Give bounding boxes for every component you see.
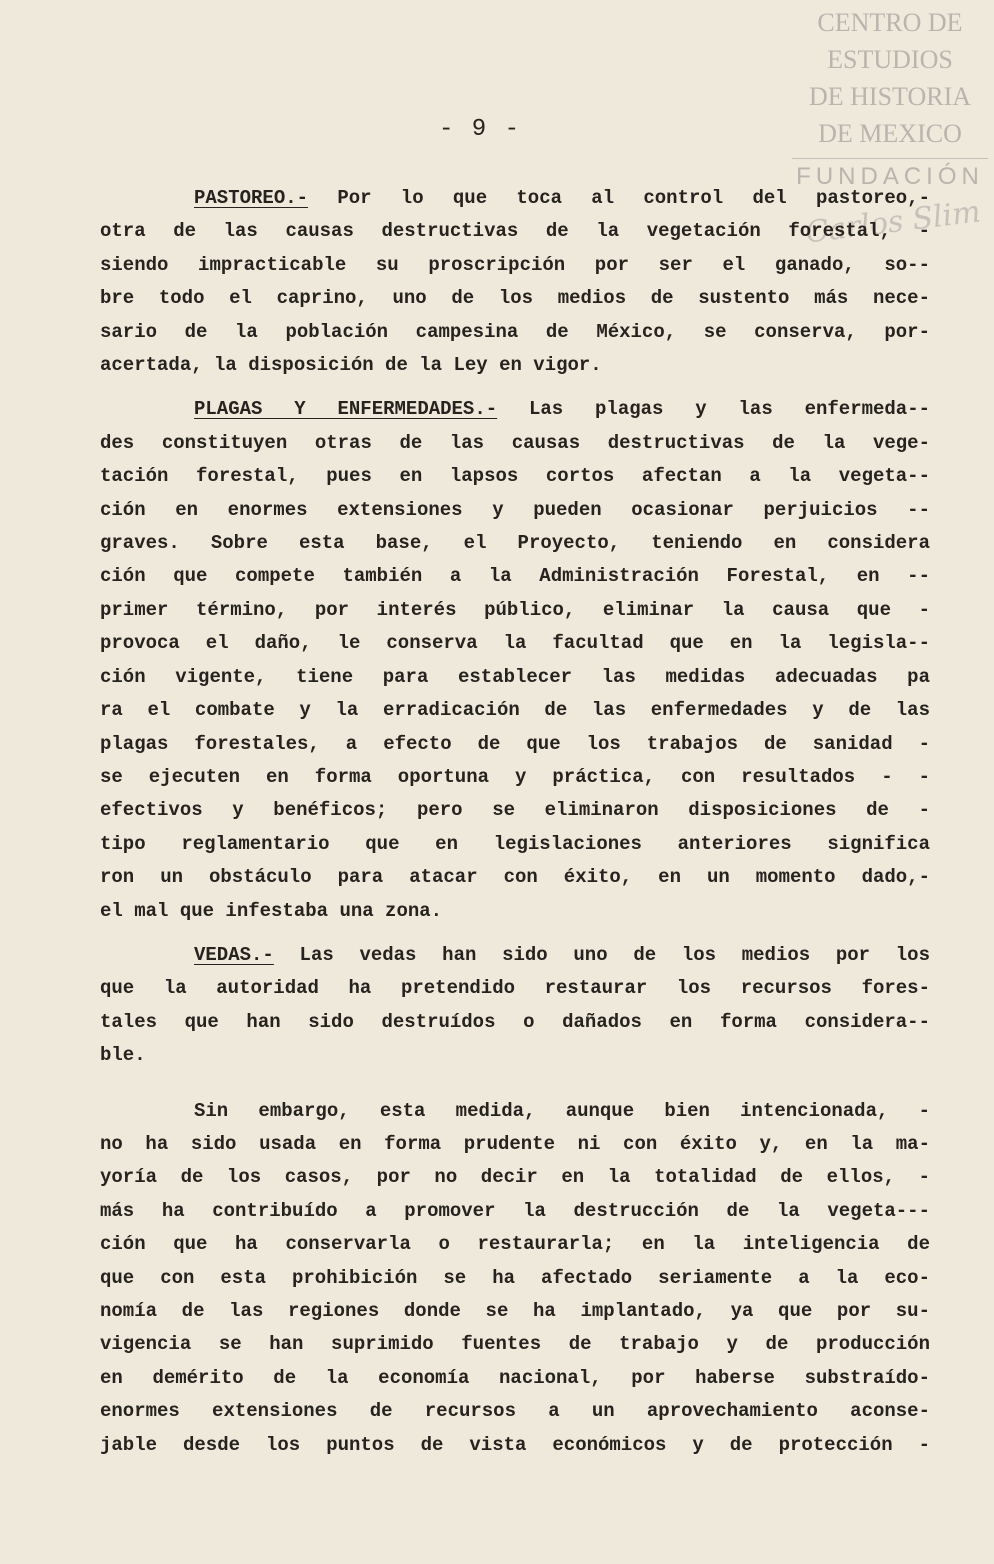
- text-line: provoca el daño, le conserva la facultad que en la legisla--: [100, 632, 930, 655]
- text-line: ra el combate y la erradicación de las enfermedades y de las: [100, 699, 930, 722]
- section-heading: PASTOREO.-: [194, 187, 309, 209]
- text-line: ble.: [100, 1044, 146, 1067]
- watermark-line: DE MEXICO: [818, 119, 962, 148]
- text-line: ción en enormes extensiones y pueden ocasionar perjuicios --: [100, 498, 930, 521]
- text-line: siendo impracticable su proscripción por ser el ganado, so--: [100, 253, 930, 276]
- text-line: tipo reglamentario que en legislaciones anteriores significa: [100, 832, 930, 855]
- watermark-signature: Carlos Slim: [803, 194, 983, 251]
- text-line: nomía de las regiones donde se ha implantado, ya que por su-: [100, 1300, 930, 1322]
- page-number: - 9 -: [438, 116, 521, 143]
- text-line: yoría de los casos, por no decir en la totalidad de ellos, -: [100, 1166, 930, 1189]
- paragraph-vedas: [100, 939, 930, 1073]
- text-line: acertada, la disposición de la Ley en vigor.: [100, 354, 602, 377]
- text-line: que con esta prohibición se ha afectado seriamente a la eco-: [100, 1266, 930, 1289]
- watermark-line: DE HISTORIA: [808, 82, 972, 111]
- text-line: primer término, por interés público, eliminar la causa que -: [100, 598, 930, 621]
- text-line: efectivos y benéficos; pero se eliminaron disposiciones de -: [100, 799, 930, 822]
- text-line: bre todo el caprino, uno de los medios de sustento más nece-: [100, 287, 930, 310]
- text-line: PLAGAS Y ENFERMEDADES.- Las plagas y las enfermeda--: [194, 398, 931, 421]
- archive-watermark: [790, 4, 990, 191]
- text-line: graves. Sobre esta base, el Proyecto, teniendo en considera: [100, 532, 930, 555]
- text-line: plagas forestales, a efecto de que los trabajos de sanidad -: [100, 732, 930, 755]
- text-line: tación forestal, pues en lapsos cortos afectan a la vegeta--: [100, 465, 930, 488]
- section-heading: VEDAS.-: [194, 943, 274, 966]
- text-line: sario de la población campesina de México, se conserva, por-: [100, 320, 930, 343]
- paragraph-sin-embargo: [100, 1095, 930, 1462]
- text-line: jable desde los puntos de vista económicos y de protección -: [100, 1433, 930, 1456]
- text-line: des constituyen otras de las causas destructivas de la vege-: [100, 431, 930, 454]
- text-line: enormes extensiones de recursos a un aprovechamiento aconse-: [100, 1400, 930, 1423]
- paragraph-plagas: [100, 393, 930, 928]
- section-heading: PLAGAS Y ENFERMEDADES.-: [194, 398, 498, 421]
- document-body: [100, 182, 930, 1462]
- text-line: se ejecuten en forma oportuna y práctica, con resultados - -: [100, 765, 930, 788]
- text-line: en demérito de la economía nacional, por haberse substraído-: [100, 1366, 930, 1389]
- watermark-line: ESTUDIOS: [827, 45, 953, 74]
- text-line: que la autoridad ha pretendido restaurar los recursos fores-: [100, 977, 930, 1000]
- text-line: el mal que infestaba una zona.: [100, 899, 443, 922]
- watermark-divider: [792, 158, 988, 159]
- text-line: no ha sido usada en forma prudente ni con éxito y, en la ma-: [100, 1132, 930, 1155]
- text-line: ción que ha conservarla o restaurarla; en la inteligencia de: [100, 1233, 930, 1256]
- text-line: Sin embargo, esta medida, aunque bien intencionada, -: [194, 1099, 930, 1122]
- text-line: más ha contribuído a promover la destrucción de la vegeta---: [100, 1199, 930, 1222]
- text-line: PASTOREO.- Por lo que toca al control del pastoreo,-: [194, 187, 930, 209]
- paragraph-pastoreo: [100, 182, 930, 382]
- text-line: ción vigente, tiene para establecer las medidas adecuadas pa: [100, 665, 930, 688]
- text-line: VEDAS.- Las vedas han sido uno de los medios por los: [194, 943, 930, 966]
- text-line: vigencia se han suprimido fuentes de trabajo y de producción: [100, 1333, 930, 1356]
- text-line: ción que compete también a la Administración Forestal, en --: [100, 565, 930, 588]
- text-line: ron un obstáculo para atacar con éxito, en un momento dado,-: [100, 866, 930, 889]
- watermark-line: CENTRO DE: [817, 8, 963, 37]
- text-line: tales que han sido destruídos o dañados en forma considera--: [100, 1010, 930, 1033]
- text-line: otra de las causas destructivas de la vegetación forestal, -: [100, 220, 930, 243]
- watermark-fundacion: FUNDACIÓN: [796, 163, 984, 190]
